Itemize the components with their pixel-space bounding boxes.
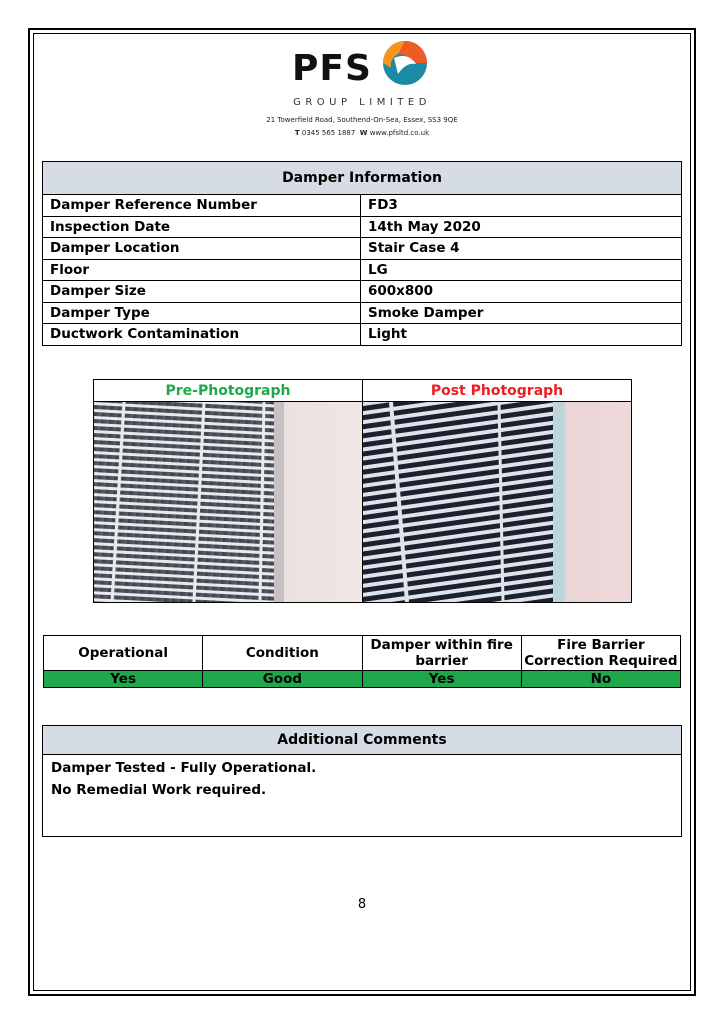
post-photo bbox=[363, 402, 632, 603]
photo-table bbox=[93, 379, 632, 603]
post-photo-image bbox=[363, 402, 631, 602]
comment-line: Damper Tested - Fully Operational. bbox=[51, 760, 317, 776]
logo-swirl-icon bbox=[382, 40, 428, 86]
row-label: Damper Location bbox=[43, 238, 361, 260]
status-header: Operational bbox=[44, 636, 203, 671]
company-logo bbox=[292, 40, 432, 96]
post-photo-label: Post Photograph bbox=[363, 380, 632, 402]
status-header: Fire Barrier Correction Required bbox=[521, 636, 680, 671]
company-subtitle: GROUP LIMITED bbox=[293, 97, 431, 108]
website: www.pfsltd.co.uk bbox=[369, 129, 430, 137]
row-value: LG bbox=[361, 259, 682, 281]
additional-comments-title: Additional Comments bbox=[43, 726, 681, 755]
company-contact bbox=[0, 129, 724, 137]
table-row bbox=[43, 259, 682, 281]
page-number: 8 bbox=[357, 897, 367, 912]
logo-text: PFS bbox=[292, 48, 372, 89]
row-value: FD3 bbox=[361, 195, 682, 217]
status-value: Good bbox=[203, 671, 362, 688]
row-label: Damper Size bbox=[43, 281, 361, 303]
phone-label: T bbox=[294, 129, 300, 137]
row-label: Damper Reference Number bbox=[43, 195, 361, 217]
status-header: Condition bbox=[203, 636, 362, 671]
row-label: Ductwork Contamination bbox=[43, 324, 361, 346]
row-value: Smoke Damper bbox=[361, 302, 682, 324]
table-row bbox=[43, 195, 682, 217]
row-label: Damper Type bbox=[43, 302, 361, 324]
row-value: Stair Case 4 bbox=[361, 238, 682, 260]
pre-photo-image bbox=[94, 402, 362, 602]
status-value: Yes bbox=[44, 671, 203, 688]
row-label: Inspection Date bbox=[43, 216, 361, 238]
table-row bbox=[43, 281, 682, 303]
row-value: 14th May 2020 bbox=[361, 216, 682, 238]
status-table bbox=[43, 635, 681, 688]
phone-number: 0345 565 1887 bbox=[301, 129, 356, 137]
row-value: Light bbox=[361, 324, 682, 346]
pre-photo-label: Pre-Photograph bbox=[94, 380, 363, 402]
status-value: No bbox=[521, 671, 680, 688]
row-value: 600x800 bbox=[361, 281, 682, 303]
damper-info-table bbox=[42, 161, 682, 346]
damper-info-title: Damper Information bbox=[43, 162, 682, 195]
company-address: 21 Towerfield Road, Southend-On-Sea, Essex, SS3 9QE bbox=[266, 116, 458, 124]
pre-photo bbox=[94, 402, 363, 603]
row-label: Floor bbox=[43, 259, 361, 281]
comment-line: No Remedial Work required. bbox=[51, 782, 267, 798]
table-row bbox=[43, 302, 682, 324]
status-header: Damper within fire barrier bbox=[362, 636, 521, 671]
table-row bbox=[43, 238, 682, 260]
status-value: Yes bbox=[362, 671, 521, 688]
additional-comments-box bbox=[42, 725, 682, 837]
web-label: W bbox=[359, 129, 368, 137]
table-row bbox=[43, 324, 682, 346]
table-row bbox=[43, 216, 682, 238]
